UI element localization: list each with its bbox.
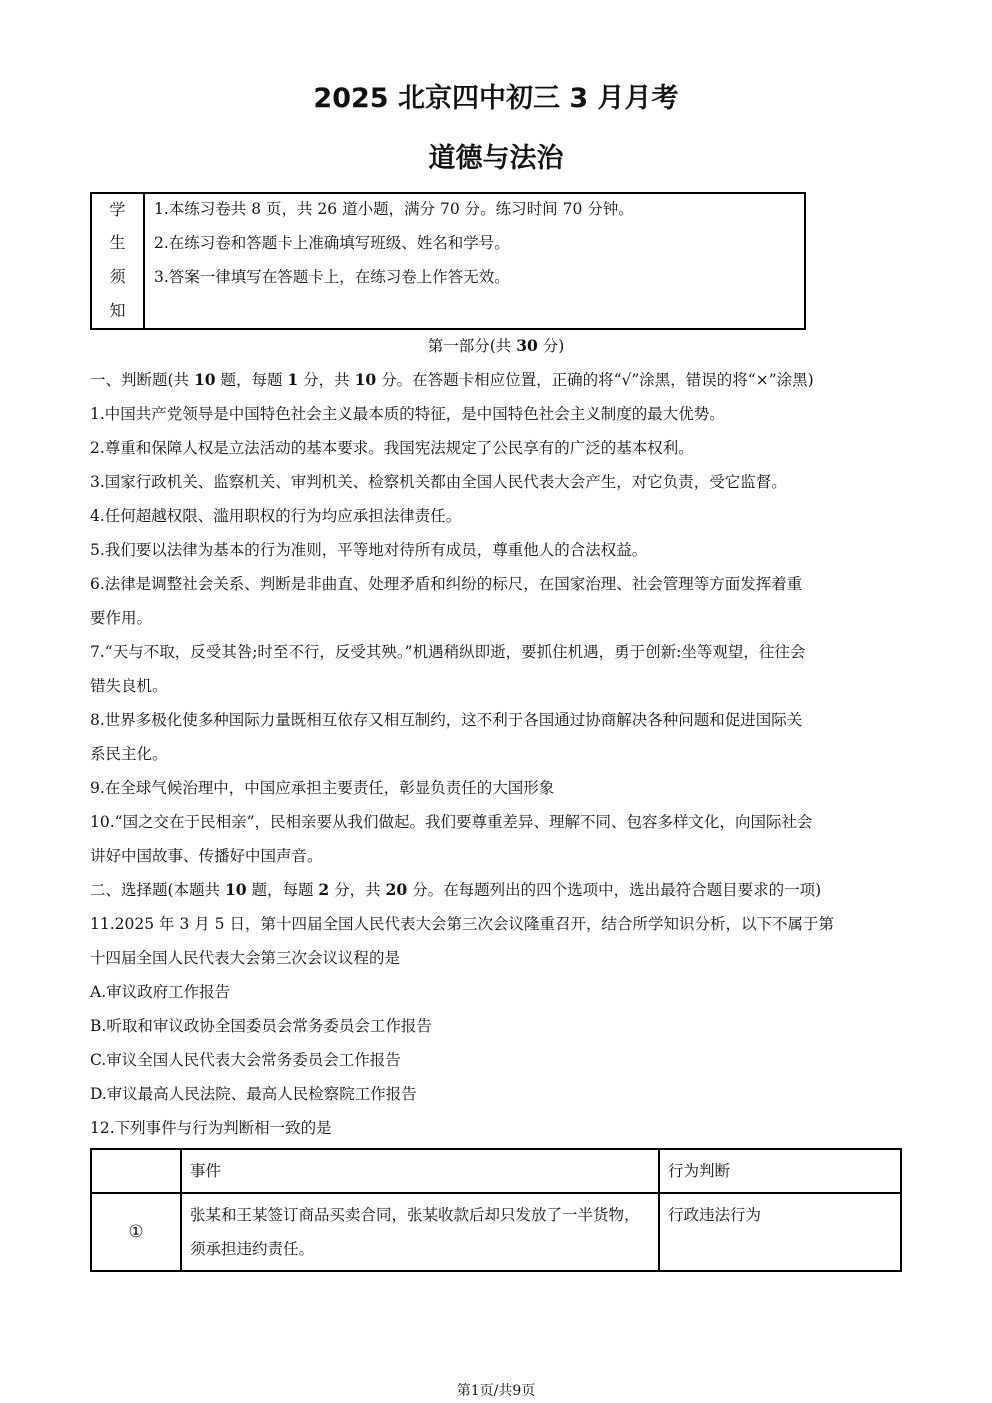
question-line: 12.下列事件与行为判断相一致的是 <box>90 1119 332 1137</box>
question-line: 11.2025 年 3 月 5 日，第十四届全国人民代表大会第三次会议隆重召开，结合所学知识分析，以下不属于第 <box>90 915 834 933</box>
table-header-cell: 事件 <box>181 1149 659 1193</box>
question-line: 8.世界多极化使多种国际力量既相互依存又相互制约，这不利于各国通过协商解决各种问题和促进国际关 <box>90 711 803 729</box>
question-line: 错失良机。 <box>90 677 168 695</box>
part1-heading: 第一部分(共 30 分) <box>427 336 565 355</box>
question-line: C.审议全国人民代表大会常务委员会工作报告 <box>90 1051 401 1069</box>
table-header-row <box>91 1149 901 1193</box>
question-line: 6.法律是调整社会关系、判断是非曲直、处理矛盾和纠纷的标尺，在国家治理、社会管理等方面发挥着重 <box>90 575 803 593</box>
question-line: 4.任何超越权限、滥用职权的行为均应承担法律责任。 <box>90 507 462 525</box>
question-line: 1.中国共产党领导是中国特色社会主义最本质的特征，是中国特色社会主义制度的最大优势。 <box>90 405 725 423</box>
section1-heading: 一、判断题(共 10 题，每题 1 分，共 10 分。在答题卡相应位置，正确的将“√”涂黑，错误的将“×”涂黑) <box>90 370 814 389</box>
notice-side-char: 须 <box>109 267 126 286</box>
question-line: 系民主化。 <box>90 745 168 763</box>
table-header-cell: 行为判断 <box>659 1149 901 1193</box>
row-number: ① <box>91 1193 181 1271</box>
page-footer: 第1页/共9页 <box>456 1383 536 1399</box>
question-line: D.审议最高人民法院、最高人民检察院工作报告 <box>90 1085 417 1103</box>
question-line: 2.尊重和保障人权是立法活动的基本要求。我国宪法规定了公民享有的广泛的基本权利。 <box>90 439 694 457</box>
student-notice-box <box>90 192 806 330</box>
section2-heading: 二、选择题(本题共 10 题，每题 2 分，共 20 分。在每题列出的四个选项中，选出最符合题目要求的一项) <box>90 880 822 899</box>
question-line: 9.在全球气候治理中，中国应承担主要责任，彰显负责任的大国形象 <box>90 779 555 797</box>
question-line: 讲好中国故事、传播好中国声音。 <box>90 847 323 865</box>
notice-side-label <box>92 194 145 328</box>
notice-side-char: 学 <box>109 200 126 219</box>
exam-title: 2025 北京四中初三 3 月月考 <box>313 83 679 114</box>
notice-item: 2.在练习卷和答题卡上准确填写班级、姓名和学号。 <box>154 234 510 252</box>
question-line: 5.我们要以法律为基本的行为准则，平等地对待所有成员，尊重他人的合法权益。 <box>90 541 648 559</box>
question-line: 3.国家行政机关、监察机关、审判机关、检察机关都由全国人民代表大会产生，对它负责，受它监督。 <box>90 473 787 491</box>
question-line: 要作用。 <box>90 609 153 627</box>
question-line: 7.“天与不取，反受其咎;时至不行，反受其殃。”机遇稍纵即逝，要抓住机遇，勇于创新:坐等观望，往往会 <box>90 643 806 661</box>
question-line: 十四届全国人民代表大会第三次会议议程的是 <box>90 949 401 967</box>
event-cell: 张某和王某签订商品买卖合同，张某收款后却只发放了一半货物，须承担违约责任。 <box>181 1193 659 1271</box>
notice-item: 3.答案一律填写在答题卡上，在练习卷上作答无效。 <box>154 268 510 286</box>
subject-title: 道德与法治 <box>428 143 564 174</box>
question-line: A.审议政府工作报告 <box>90 983 231 1001</box>
notice-side-char: 知 <box>109 301 126 320</box>
table-header-cell <box>91 1149 181 1193</box>
table-row <box>91 1193 901 1271</box>
question-line: 10.“国之交在于民相亲”，民相亲要从我们做起。我们要尊重差异、理解不同、包容多样文化，向国际社会 <box>90 813 813 831</box>
notice-item: 1.本练习卷共 8 页，共 26 道小题，满分 70 分。练习时间 70 分钟。 <box>154 200 634 218</box>
notice-side-char: 生 <box>109 233 126 252</box>
question-line: B.听取和审议政协全国委员会常务委员会工作报告 <box>90 1017 432 1035</box>
judgement-cell: 行政违法行为 <box>659 1193 901 1271</box>
question12-table <box>90 1148 902 1272</box>
